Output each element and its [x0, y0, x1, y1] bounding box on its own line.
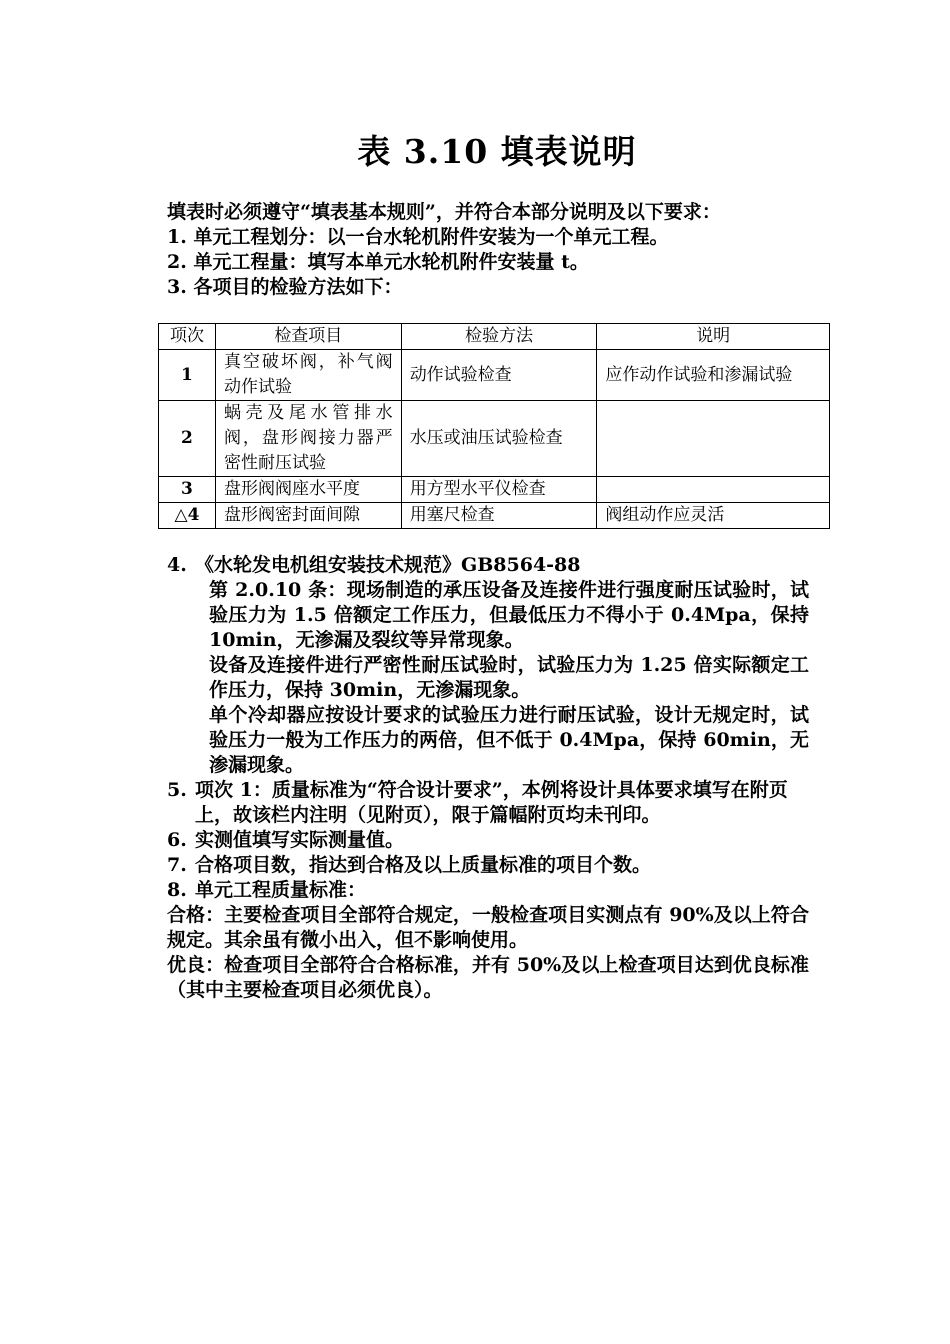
intro-item-num: 3. [167, 276, 187, 298]
intro-item-num: 1. [167, 226, 187, 248]
cell-item: 盘形阀阀座水平度 [215, 477, 401, 503]
cell-note: 阀组动作应灵活 [597, 503, 830, 529]
note-num: 5. [167, 779, 187, 801]
cell-item: 蜗壳及尾水管排水阀，盘形阀接力器严密性耐压试验 [215, 401, 401, 477]
table-row [159, 477, 830, 503]
qualified-standard: 合格：主要检查项目全部符合规定，一般检查项目实测点有 90%及以上符合规定。其余虽有微小出入，但不影响使用。 [167, 904, 809, 951]
note-paragraph: 单个冷却器应按设计要求的试验压力进行耐压试验，设计无规定时，试验压力一般为工作压力的两倍，但不低于 0.4Mpa，保持 60min，无渗漏现象。 [209, 704, 809, 776]
intro-item-text: 单元工程划分：以一台水轮机附件安装为一个单元工程。 [193, 226, 669, 248]
note-item-4 [167, 553, 809, 578]
note-item-5 [167, 778, 809, 828]
cell-method: 动作试验检查 [401, 350, 597, 401]
note-text: 单元工程质量标准： [195, 879, 367, 901]
note-text: 合格项目数，指达到合格及以上质量标准的项目个数。 [195, 854, 652, 876]
intro-item-2 [167, 250, 827, 275]
table-header-row [159, 324, 830, 350]
cell-item: 真空破坏阀，补气阀动作试验 [215, 350, 401, 401]
note-num: 4. [167, 554, 187, 576]
notes-section [167, 553, 809, 1003]
note-item-8 [167, 878, 809, 903]
cell-note [597, 401, 830, 477]
excellent-standard: 优良：检查项目全部符合合格标准，并有 50%及以上检查项目达到优良标准（其中主要检查项目必须优良）。 [167, 954, 809, 1001]
cell-no: △4 [159, 503, 216, 529]
header-note: 说明 [597, 324, 830, 350]
cell-no: 3 [159, 477, 216, 503]
note-title: 《水轮发电机组安装技术规范》GB8564-88 [195, 554, 581, 576]
note-text: 实测值填写实际测量值。 [195, 829, 405, 851]
intro-item-text: 各项目的检验方法如下： [193, 276, 403, 298]
cell-method: 水压或油压试验检查 [401, 401, 597, 477]
intro-item-3 [167, 275, 827, 300]
page-title: 表 3.10 填表说明 [357, 132, 637, 171]
cell-no: 2 [159, 401, 216, 477]
header-method: 检验方法 [401, 324, 597, 350]
intro-item-1 [167, 225, 827, 250]
table-row [159, 401, 830, 477]
intro-section [167, 200, 827, 300]
cell-item: 盘形阀密封面间隙 [215, 503, 401, 529]
table-row [159, 503, 830, 529]
cell-no: 1 [159, 350, 216, 401]
intro-lead: 填表时必须遵守“填表基本规则”，并符合本部分说明及以下要求： [167, 201, 721, 223]
cell-note [597, 477, 830, 503]
cell-method: 用方型水平仪检查 [401, 477, 597, 503]
note-num: 6. [167, 829, 187, 851]
inspection-table [158, 323, 830, 529]
cell-method: 用塞尺检查 [401, 503, 597, 529]
note-num: 8. [167, 879, 187, 901]
header-no: 项次 [159, 324, 216, 350]
note-num: 7. [167, 854, 187, 876]
intro-item-text: 单元工程量：填写本单元水轮机附件安装量 t。 [193, 251, 589, 273]
note-item-7 [167, 853, 809, 878]
note-item-6 [167, 828, 809, 853]
note-paragraph: 第 2.0.10 条：现场制造的承压设备及连接件进行强度耐压试验时，试验压力为 1.5 倍额定工作压力，但最低压力不得小于 0.4Mpa，保持 10min，无渗漏及裂纹等异常现象。 [209, 579, 809, 651]
note-paragraph: 设备及连接件进行严密性耐压试验时，试验压力为 1.25 倍实际额定工作压力，保持 30min，无渗漏现象。 [209, 654, 809, 701]
note-text: 项次 1：质量标准为“符合设计要求”，本例将设计具体要求填写在附页上，故该栏内注明（见附页），限于篇幅附页均未刊印。 [195, 779, 788, 826]
table-row [159, 350, 830, 401]
header-item: 检查项目 [215, 324, 401, 350]
intro-item-num: 2. [167, 251, 187, 273]
cell-note: 应作动作试验和渗漏试验 [597, 350, 830, 401]
